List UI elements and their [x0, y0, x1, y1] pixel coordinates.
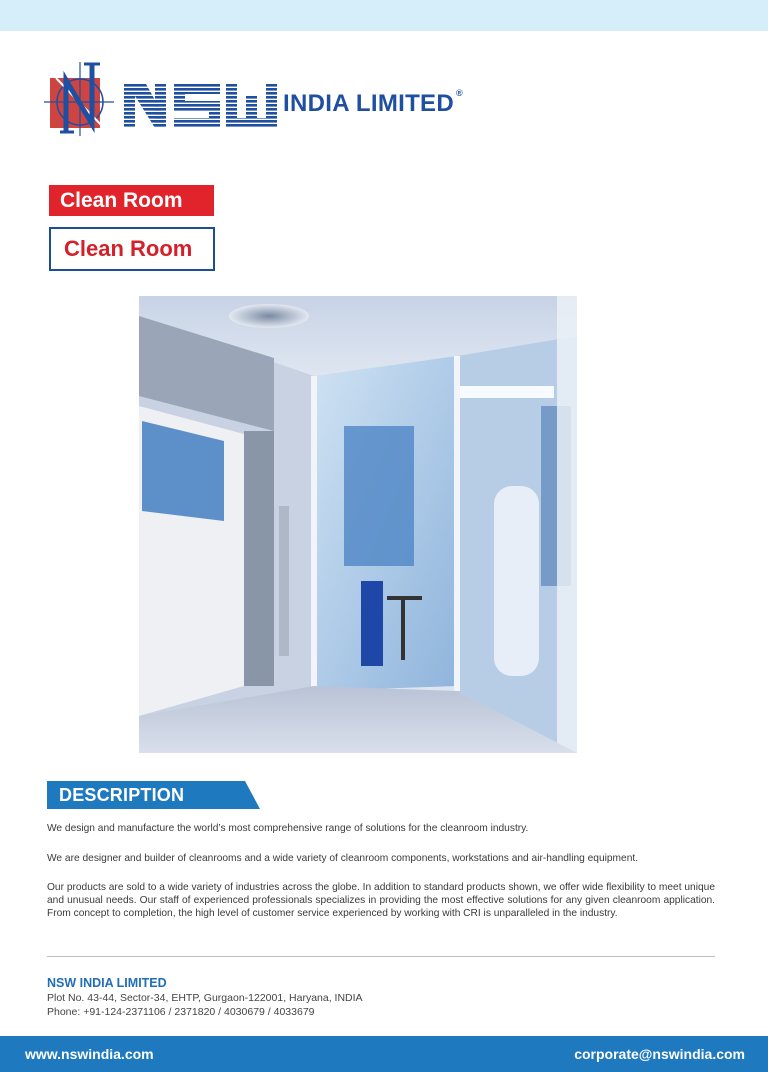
- logo-subtitle-text: INDIA LIMITED: [283, 90, 454, 117]
- trademark-symbol: ®: [456, 88, 463, 98]
- company-name: NSW INDIA LIMITED: [47, 976, 167, 990]
- description-heading: [47, 781, 260, 809]
- nsw-logo: [44, 56, 484, 138]
- page-title-filled: Clean Room: [49, 185, 214, 216]
- cleanroom-photo-icon: [139, 296, 577, 753]
- description-heading-text: DESCRIPTION: [59, 785, 185, 805]
- cleanroom-photo: [139, 296, 577, 753]
- description-paragraph-2: We are designer and builder of cleanrooms and a wide variety of cleanroom components, workstations and air-handling equipment.: [47, 853, 639, 864]
- footer-bar: [0, 1036, 768, 1072]
- description-paragraph-3: Our products are sold to a wide variety of industries across the globe. In addition to standard products shown, we offer wide flexibility to meet unique and unusual needs. Our staff of experienced professionals specializes in providing the most effective solutions for any given cleanroom application. From concept to completion, the high level of customer service experienced by working with CRI is unparalleled in the industry.: [47, 882, 715, 920]
- email-link[interactable]: corporate@nswindia.com: [574, 1046, 745, 1062]
- top-band: [0, 0, 768, 31]
- company-phone: Phone: +91-124-2371106 / 2371820 / 4030679 / 4033679: [47, 1006, 315, 1018]
- company-address: Plot No. 43-44, Sector-34, EHTP, Gurgaon-122001, Haryana, INDIA: [47, 992, 363, 1004]
- divider: [47, 956, 715, 957]
- website-link[interactable]: www.nswindia.com: [25, 1046, 154, 1062]
- description-paragraph-1: We design and manufacture the world’s most comprehensive range of solutions for the cleanroom industry.: [47, 823, 529, 834]
- nsw-emblem-icon: [44, 56, 284, 138]
- page-title-outlined: Clean Room: [49, 227, 215, 271]
- logo-subtitle: [283, 90, 463, 118]
